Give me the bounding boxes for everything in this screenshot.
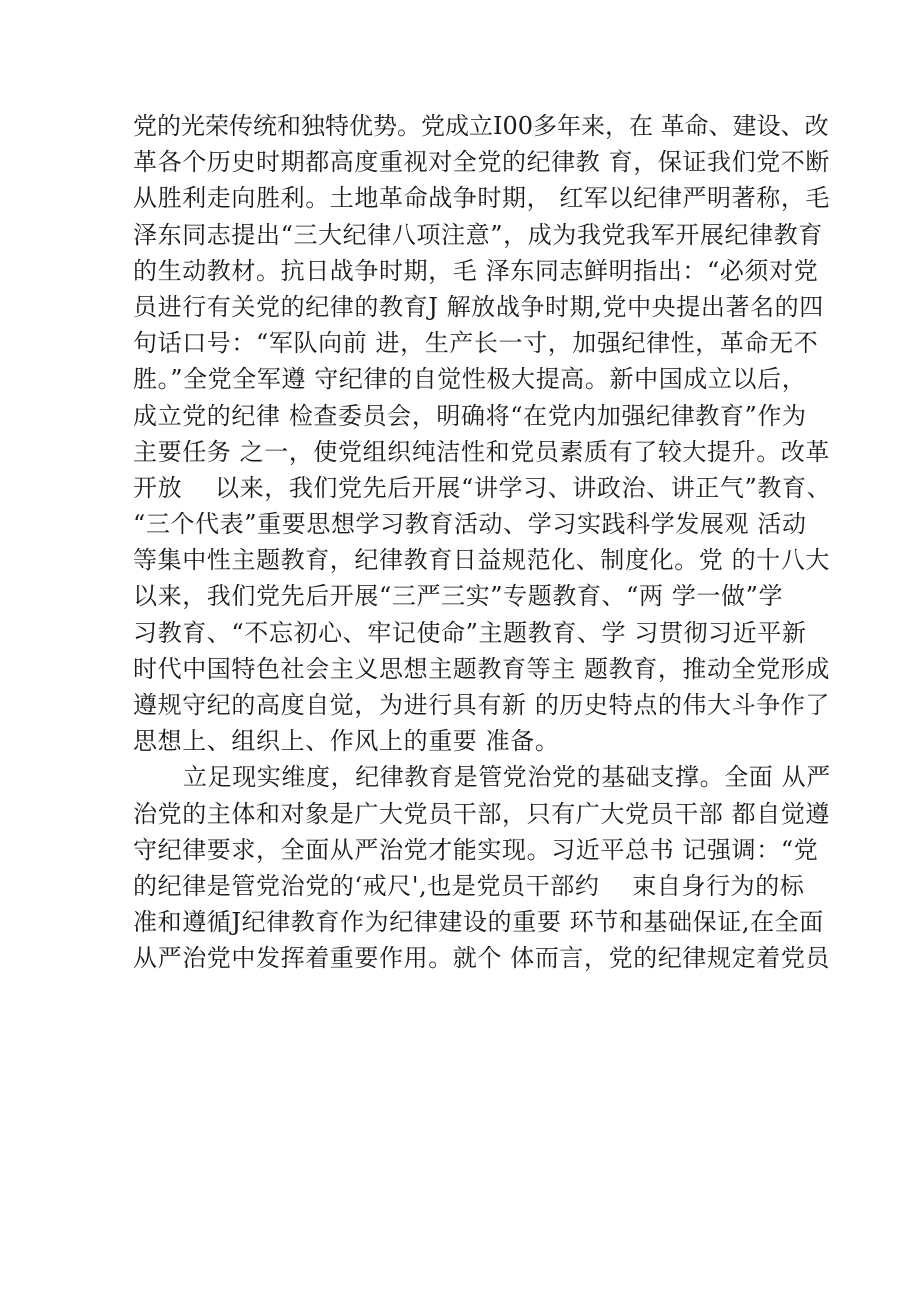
text-line: 从胜利走向胜利。土地革命战争时期， 红军以纪律严明著称，毛 (133, 184, 831, 213)
text-line: 等集中性主题教育，纪律教育日益规范化、制度化。党 的十八大 (133, 546, 831, 575)
body-text (133, 108, 833, 977)
text-line: 思想上、组织上、作风上的重要 准备。 (133, 727, 560, 756)
text-line: 的纪律是管党治党的‘戒尺',也是党员干部约 束自身行为的标 (133, 871, 805, 900)
text-line: 时代中国特色社会主义思想主题教育等主 题教育，推动全党形成 (133, 654, 831, 683)
text-line: 准和遵循J纪律教育作为纪律建设的重要 环节和基础保证,在全面 (133, 908, 824, 937)
text-line: 主要任务 之一，使党组织纯洁性和党员素质有了较大提升。改革 (133, 437, 831, 466)
text-line: 胜。”全党全军遵 守纪律的自觉性极大提高。新中国成立以后， (133, 365, 807, 394)
text-line: “三个代表”重要思想学习教育活动、学习实践科学发展观 活动 (133, 510, 807, 539)
text-line: 党的光荣传统和独特优势。党成立I00多年来，在 革命、建设、改 (133, 112, 829, 140)
text-line: 的生动教材。抗日战争时期，毛 泽东同志鲜明指出：“必须对党 (133, 256, 819, 285)
text-line: 员进行有关党的纪律的教育J 解放战争时期,党中央提出著名的四 (133, 292, 824, 321)
text-line: 革各个历史时期都高度重视对全党的纪律教 育，保证我们党不断 (133, 148, 831, 177)
text-line: 守纪律要求，全面从严治党才能实现。习近平总书 记强调：“党 (133, 835, 819, 864)
text-line: 以来，我们党先后开展“三严三实”专题教育、“两 学一做”学 (133, 582, 784, 611)
text-line: 习教育、“不忘初心、牢记使命”主题教育、学 习贯彻习近平新 (133, 618, 807, 647)
text-line: 成立党的纪律 检查委员会，明确将“在党内加强纪律教育”作为 (133, 401, 807, 430)
text-line: 治党的主体和对象是广大党员干部，只有广大党员干部 都自觉遵 (133, 799, 831, 828)
paragraph-history (133, 108, 833, 759)
text-line: 立足现实维度，纪律教育是管党治党的基础支撑。全面 从严 (183, 763, 831, 792)
text-line: 泽东同志提出“三大纪律八项注意”，成为我党我军开展纪律教育 (133, 220, 823, 249)
paragraph-reality (133, 759, 833, 976)
text-line: 句话口号：“军队向前 进，生产长一寸，加强纪律性，革命无不 (133, 329, 819, 358)
text-line: 从严治党中发挥着重要作用。就个 体而言，党的纪律规定着党员 (133, 944, 831, 973)
text-line: 开放 以来，我们党先后开展“讲学习、讲政治、讲正气”教育、 (133, 473, 832, 502)
text-line: 遵规守纪的高度自觉，为进行具有新 的历史特点的伟大斗争作了 (133, 691, 831, 719)
